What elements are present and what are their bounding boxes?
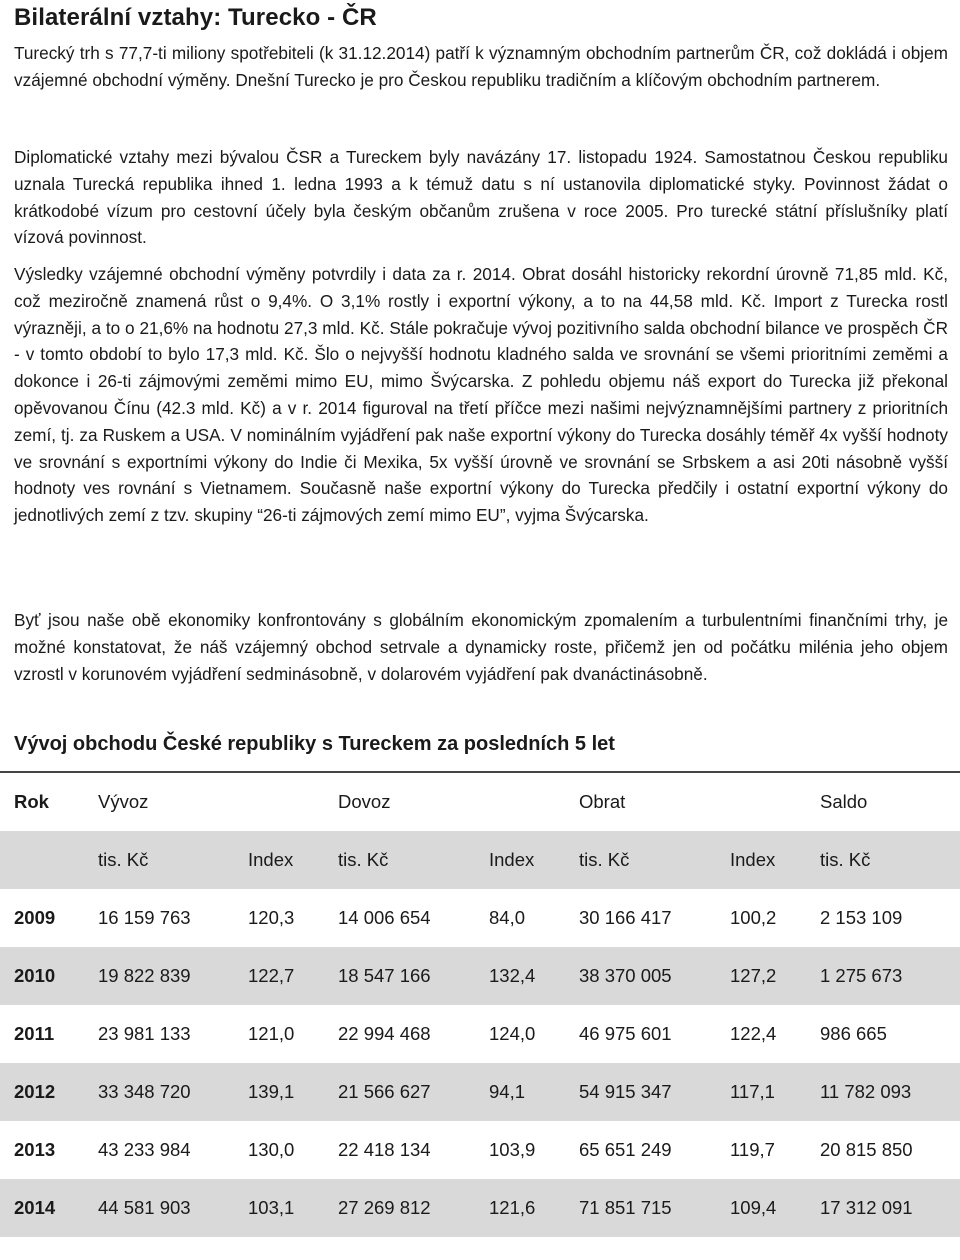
cell-dovoz-index: 132,4 <box>489 965 536 986</box>
table-header-row <box>0 773 960 831</box>
cell-obrat-index: 117,1 <box>730 1081 775 1102</box>
header-vyvoz: Vývoz <box>98 791 149 812</box>
subheader-vyvoz-index: Index <box>248 849 294 870</box>
header-obrat: Obrat <box>579 791 626 812</box>
cell-year: 2011 <box>14 1023 55 1044</box>
cell-saldo: 20 815 850 <box>820 1139 913 1160</box>
header-saldo: Saldo <box>820 791 868 812</box>
cell-vyvoz: 44 581 903 <box>98 1197 191 1218</box>
cell-year: 2012 <box>14 1081 56 1102</box>
cell-dovoz: 18 547 166 <box>338 965 431 986</box>
cell-obrat: 46 975 601 <box>579 1023 672 1044</box>
cell-vyvoz-index: 130,0 <box>248 1139 295 1160</box>
cell-obrat-index: 100,2 <box>730 907 777 928</box>
cell-obrat-index: 119,7 <box>730 1139 775 1160</box>
cell-dovoz-index: 94,1 <box>489 1081 526 1102</box>
cell-obrat-index: 109,4 <box>730 1197 777 1218</box>
subheader-obrat-index: Index <box>730 849 776 870</box>
paragraph-trade-results: Výsledky vzájemné obchodní výměny potvrdily i data za r. 2014. Obrat dosáhl historicky rekordní úrovně 71,85 mld. Kč, což meziročně znamená růst o 9,4%. O 3,1% rostly i exportní výkony, a to na 44,58 mld. Kč. Import z Turecka rostl výrazněji, a to o 21,6% na hodnotu 27,3 mld. Kč. Stále pokračuje vývoj pozitivního salda obchodní bilance ve prospěch ČR - v tomto období to bylo 17,3 mld. Kč. Šlo o nejvyšší hodnotu kladného salda ve srovnání se všemi prioritními zeměmi a dokonce i 26-ti zájmovými zeměmi mimo EU, mimo Švýcarska. Z pohledu objemu náš export do Turecka již překonal opěvovanou Čínu (42.3 mld. Kč) a v r. 2014 figuroval na třetí příčce mezi našimi nejvýznamnějšími partnery z prioritních zemí, tj. za Ruskem a USA. V nominálním vyjádření pak naše exportní výkony do Turecka dosáhly téměř 4x vyšší hodnoty ve srovnání s exportními výkony do Indie či Mexika, 5x vyšší úrovně ve srovnání se Srbskem a asi 20ti násobně vyšší hodnoty ves rovnání s Vietnamem. Současně naše exportní výkony do Turecka předčily i ostatní exportní výkony do jednotlivých zemí z tzv. skupiny “26-ti zájmových zemí mimo EU”, vyjma Švýcarska. <box>14 264 948 526</box>
cell-dovoz-index: 121,6 <box>489 1197 536 1218</box>
cell-vyvoz-index: 103,1 <box>248 1197 295 1218</box>
cell-vyvoz: 43 233 984 <box>98 1139 191 1160</box>
cell-obrat-index: 122,4 <box>730 1023 777 1044</box>
cell-dovoz-index: 124,0 <box>489 1023 536 1044</box>
cell-vyvoz-index: 121,0 <box>248 1023 295 1044</box>
table-row <box>0 1005 960 1063</box>
cell-saldo: 17 312 091 <box>820 1197 913 1218</box>
table-title: Vývoj obchodu České republiky s Tureckem za posledních 5 let <box>14 733 615 755</box>
trade-table <box>0 771 960 1237</box>
cell-dovoz: 21 566 627 <box>338 1081 431 1102</box>
table-row <box>0 889 960 947</box>
cell-vyvoz: 16 159 763 <box>98 907 191 928</box>
cell-dovoz: 22 994 468 <box>338 1023 431 1044</box>
header-dovoz: Dovoz <box>338 791 391 812</box>
subheader-dovoz-index: Index <box>489 849 535 870</box>
cell-year: 2013 <box>14 1139 56 1160</box>
subheader-saldo-tis: tis. Kč <box>820 849 871 870</box>
cell-vyvoz: 19 822 839 <box>98 965 191 986</box>
table-row <box>0 1121 960 1179</box>
table-row <box>0 1063 960 1121</box>
subheader-dovoz-tis: tis. Kč <box>338 849 389 870</box>
cell-obrat: 54 915 347 <box>579 1081 672 1102</box>
cell-vyvoz-index: 139,1 <box>248 1081 295 1102</box>
table-row <box>0 1179 960 1237</box>
cell-dovoz: 14 006 654 <box>338 907 431 928</box>
page-title: Bilaterální vztahy: Turecko - ČR <box>14 4 377 31</box>
cell-obrat: 71 851 715 <box>579 1197 672 1218</box>
cell-obrat-index: 127,2 <box>730 965 777 986</box>
cell-year: 2009 <box>14 907 56 928</box>
cell-dovoz-index: 103,9 <box>489 1139 536 1160</box>
cell-saldo: 1 275 673 <box>820 965 903 986</box>
paragraph-diplomacy: Diplomatické vztahy mezi bývalou ČSR a Tureckem byly navázány 17. listopadu 1924. Samostatnou Českou republiku uznala Turecká republika ihned 1. ledna 1993 a k témuž datu s ní ustanovila diplomatické styky. Povinnost žádat o krátkodobé vízum pro cestovní účely byla českým občanům zrušena v roce 2005. Pro turecké státní příslušníky platí vízová povinnost. <box>14 147 948 248</box>
cell-saldo: 2 153 109 <box>820 907 903 928</box>
paragraph-intro: Turecký trh s 77,7-ti miliony spotřebiteli (k 31.12.2014) patří k významným obchodním partnerům ČR, což dokládá i objem vzájemné obchodní výměny. Dnešní Turecko je pro Českou republiku tradičním a klíčovým obchodním partnerem. <box>14 43 948 90</box>
cell-obrat: 65 651 249 <box>579 1139 672 1160</box>
header-rok: Rok <box>14 791 49 812</box>
cell-obrat: 30 166 417 <box>579 907 672 928</box>
cell-dovoz: 22 418 134 <box>338 1139 431 1160</box>
cell-vyvoz: 23 981 133 <box>98 1023 191 1044</box>
paragraph-outlook: Byť jsou naše obě ekonomiky konfrontovány s globálním ekonomickým zpomalením a turbulentními finančními trhy, je možné konstatovat, že náš vzájemný obchod setrvale a dynamicky roste, přičemž jen od počátku milénia jeho objem vzrostl v korunovém vyjádření sedminásobně, v dolarovém vyjádření pak dvanáctinásobně. <box>14 610 948 684</box>
cell-obrat: 38 370 005 <box>579 965 672 986</box>
subheader-vyvoz-tis: tis. Kč <box>98 849 149 870</box>
cell-year: 2014 <box>14 1197 56 1218</box>
cell-saldo: 986 665 <box>820 1023 887 1044</box>
table-subheader-row <box>0 831 960 889</box>
cell-vyvoz-index: 120,3 <box>248 907 295 928</box>
cell-dovoz-index: 84,0 <box>489 907 526 928</box>
cell-vyvoz-index: 122,7 <box>248 965 295 986</box>
cell-vyvoz: 33 348 720 <box>98 1081 191 1102</box>
cell-saldo: 11 782 093 <box>820 1081 912 1102</box>
cell-dovoz: 27 269 812 <box>338 1197 431 1218</box>
subheader-obrat-tis: tis. Kč <box>579 849 630 870</box>
cell-year: 2010 <box>14 965 56 986</box>
table-row <box>0 947 960 1005</box>
